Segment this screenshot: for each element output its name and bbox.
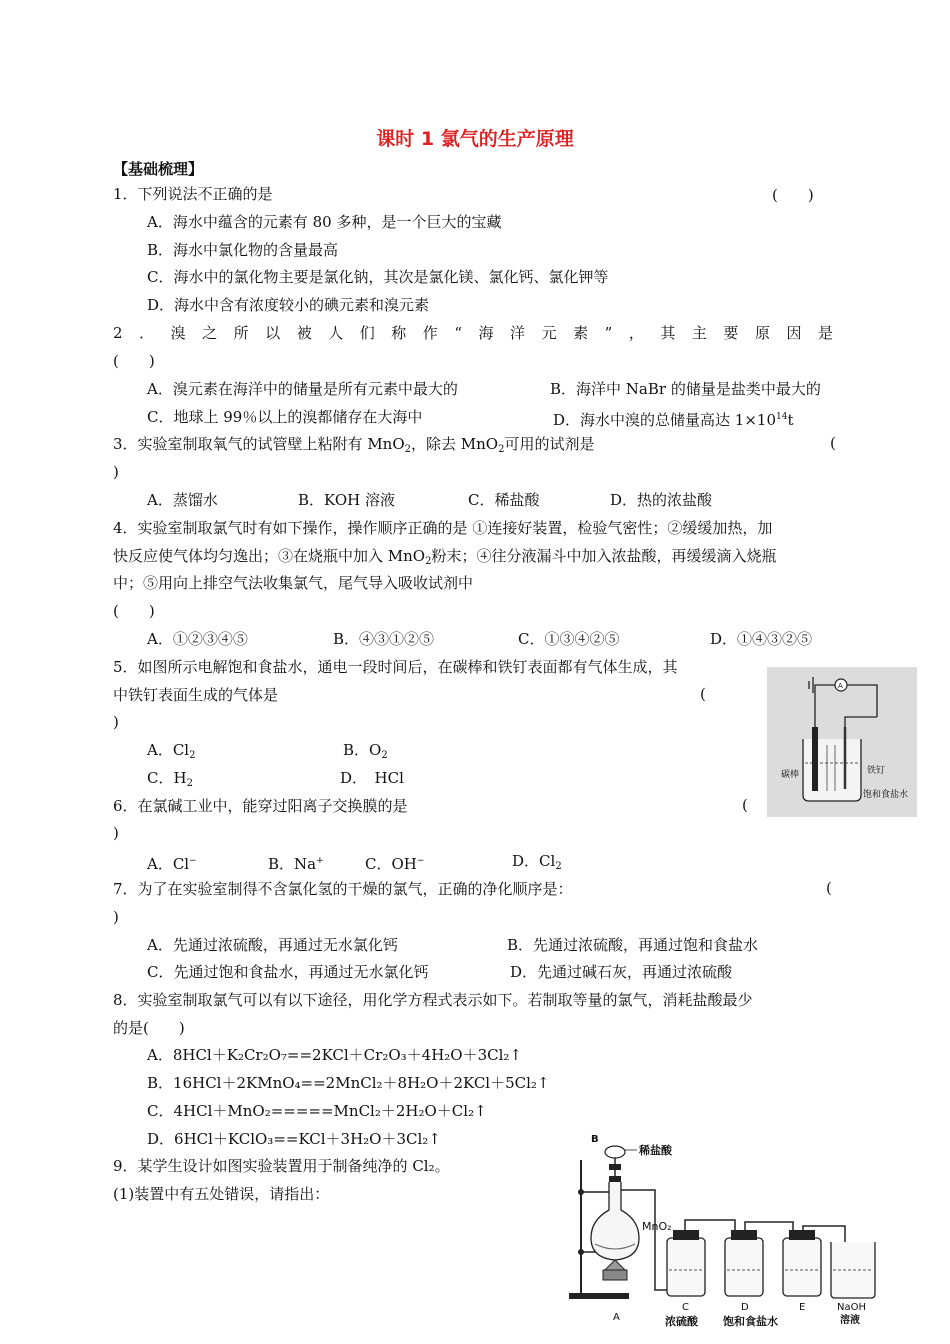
q4-answer-paren: ( ): [113, 602, 155, 620]
q8-option-d: D．6HCl＋KClO₃==KCl＋3H₂O＋3Cl₂↑: [147, 1130, 441, 1148]
q4-option-d: D．①④③②⑤: [710, 630, 813, 648]
q6-paren-close: ): [113, 824, 119, 842]
q1-option-d: D．海水中含有浓度较小的碘元素和溴元素: [147, 296, 430, 314]
q4-option-b: B．④③①②⑤: [333, 630, 435, 648]
q4-line-2: 快反应使气体均匀逸出；③在烧瓶中加入 MnO$_2$粉末；④往分液漏斗中加入浓盐酸，再缓缓滴入烧瓶: [113, 547, 777, 567]
q5-paren-open: (: [700, 685, 706, 703]
solution-label: 饱和食盐水: [863, 790, 909, 800]
bottle-c: [667, 1238, 705, 1296]
q3-option-c: C．稀盐酸: [468, 491, 540, 509]
q6-stem: 6．在氯碱工业中，能穿过阳离子交换膜的是: [113, 797, 408, 815]
q5-option-d: D． HCl: [340, 769, 404, 787]
q4-line-1: 4．实验室制取氯气时有如下操作，操作顺序正确的是 ①连接好装置，检验气密性；②缓缓加热，加: [113, 519, 773, 537]
q3-paren-open: (: [830, 434, 836, 452]
label-d: D: [741, 1302, 749, 1313]
q3-option-d: D．热的浓盐酸: [610, 491, 713, 509]
label-sat-nacl: 饱和食盐水: [723, 1315, 778, 1328]
q9-sub-question-1: (1)装置中有五处错误，请指出：: [113, 1185, 330, 1203]
q6-option-c: C．OH−: [365, 855, 425, 873]
page-title: 课时 1 氯气的生产原理: [376, 128, 574, 150]
bottle-e: [783, 1238, 821, 1296]
q3-option-b: B．KOH 溶液: [298, 491, 395, 509]
q9-stem: 9．某学生设计如图实验装置用于制备纯净的 Cl₂。: [113, 1157, 450, 1175]
q8-line-1: 8．实验室制取氯气可以有以下途径，用化学方程式表示如下。若制取等量的氯气，消耗盐酸最少: [113, 991, 753, 1009]
label-c: C: [682, 1302, 689, 1313]
q3-paren-close: ): [113, 463, 119, 481]
q4-option-c: C．①③④②⑤: [518, 630, 620, 648]
q8-option-a: A．8HCl＋K₂Cr₂O₇==2KCl＋Cr₂O₃＋4H₂O＋3Cl₂↑: [147, 1046, 522, 1064]
q1-stem: 1．下列说法不正确的是: [113, 185, 273, 203]
q8-option-b: B．16HCl＋2KMnO₄==2MnCl₂＋8H₂O＋2KCl＋5Cl₂↑: [147, 1074, 550, 1092]
q5-option-a: A．$Cl_2$: [147, 741, 196, 761]
q1-option-b: B．海水中氯化物的含量最高: [147, 241, 339, 259]
ammeter-label: A: [838, 682, 843, 690]
label-conc-h2so4: 浓硫酸: [665, 1315, 698, 1328]
q2-option-d: D．海水中溴的总储量高达 $1\times 10^{14}t$: [553, 411, 794, 429]
q2-answer-paren: ( ): [113, 352, 155, 370]
label-naoh: NaOH: [837, 1302, 866, 1313]
section-heading: 【基础梳理】: [113, 160, 204, 178]
q1-option-a: A．海水中蕴含的元素有 80 多种，是一个巨大的宝藏: [147, 213, 502, 231]
label-b: B: [591, 1134, 599, 1145]
q2-option-c: C．地球上 99％以上的溴都储存在大海中: [147, 408, 423, 426]
q5-line-1: 5．如图所示电解饱和食盐水，通电一段时间后，在碳棒和铁钉表面都有气体生成，其: [113, 658, 678, 676]
electrolysis-figure: [767, 667, 917, 817]
label-solution: 溶液: [840, 1315, 860, 1326]
q8-line-2: 的是( ): [113, 1019, 185, 1037]
carbon-rod: [812, 727, 818, 791]
q7-option-d: D．先通过碱石灰，再通过浓硫酸: [510, 963, 733, 981]
q1-option-c: C．海水中的氯化物主要是氯化钠，其次是氯化镁、氯化钙、氯化钾等: [147, 268, 609, 286]
q8-option-c: C．4HCl＋MnO₂=====MnCl₂＋2H₂O＋Cl₂↑: [147, 1102, 487, 1120]
q3-option-a: A．蒸馏水: [147, 491, 218, 509]
label-dilute-hcl: 稀盐酸: [639, 1144, 672, 1157]
q7-paren-close: ): [113, 908, 119, 926]
q1-answer-paren: ( ): [772, 186, 814, 204]
apparatus-figure: [565, 1130, 885, 1330]
dropping-funnel: [605, 1146, 625, 1158]
q7-option-c: C．先通过饱和食盐水，再通过无水氯化钙: [147, 963, 429, 981]
q5-option-b: B．$O_2$: [343, 741, 388, 761]
q5-paren-close: ): [113, 713, 119, 731]
q6-paren-open: (: [742, 796, 748, 814]
q4-line-3: 中；⑤用向上排空气法收集氯气，尾气导入吸收试剂中: [113, 574, 474, 592]
q6-option-a: A．Cl−: [147, 855, 197, 873]
bottle-d: [725, 1238, 763, 1296]
q2-option-a: A．溴元素在海洋中的储量是所有元素中最大的: [147, 380, 458, 398]
q2-stem: 2．溴之所以被人们称作“海洋元素”，其主要原因是: [113, 324, 833, 342]
q7-option-a: A．先通过浓硫酸，再通过无水氯化钙: [147, 936, 398, 954]
iron-nail-label: 铁钉: [867, 766, 886, 776]
q7-stem: 7．为了在实验室制得不含氯化氢的干燥的氯气，正确的净化顺序是：: [113, 880, 573, 898]
label-a: A: [613, 1312, 620, 1323]
q2-option-b: B．海洋中 NaBr 的储量是盐类中最大的: [550, 380, 821, 398]
label-e: E: [799, 1302, 806, 1313]
q7-option-b: B．先通过浓硫酸，再通过饱和食盐水: [507, 936, 759, 954]
carbon-rod-label: 碳棒: [781, 770, 800, 780]
q4-option-a: A．①②③④⑤: [147, 630, 248, 648]
q5-line-2: 中铁钉表面生成的气体是: [113, 686, 279, 704]
q6-option-d: D．$Cl_2$: [512, 852, 562, 872]
q7-paren-open: (: [826, 879, 832, 897]
q5-option-c: C．$H_2$: [147, 769, 193, 789]
label-mno2: MnO₂: [642, 1220, 672, 1233]
q6-option-b: B．Na+: [268, 855, 324, 873]
q3-stem: 3．实验室制取氧气的试管壁上粘附有 MnO$_2$，除去 MnO$_2$可用的试剂是: [113, 435, 595, 455]
